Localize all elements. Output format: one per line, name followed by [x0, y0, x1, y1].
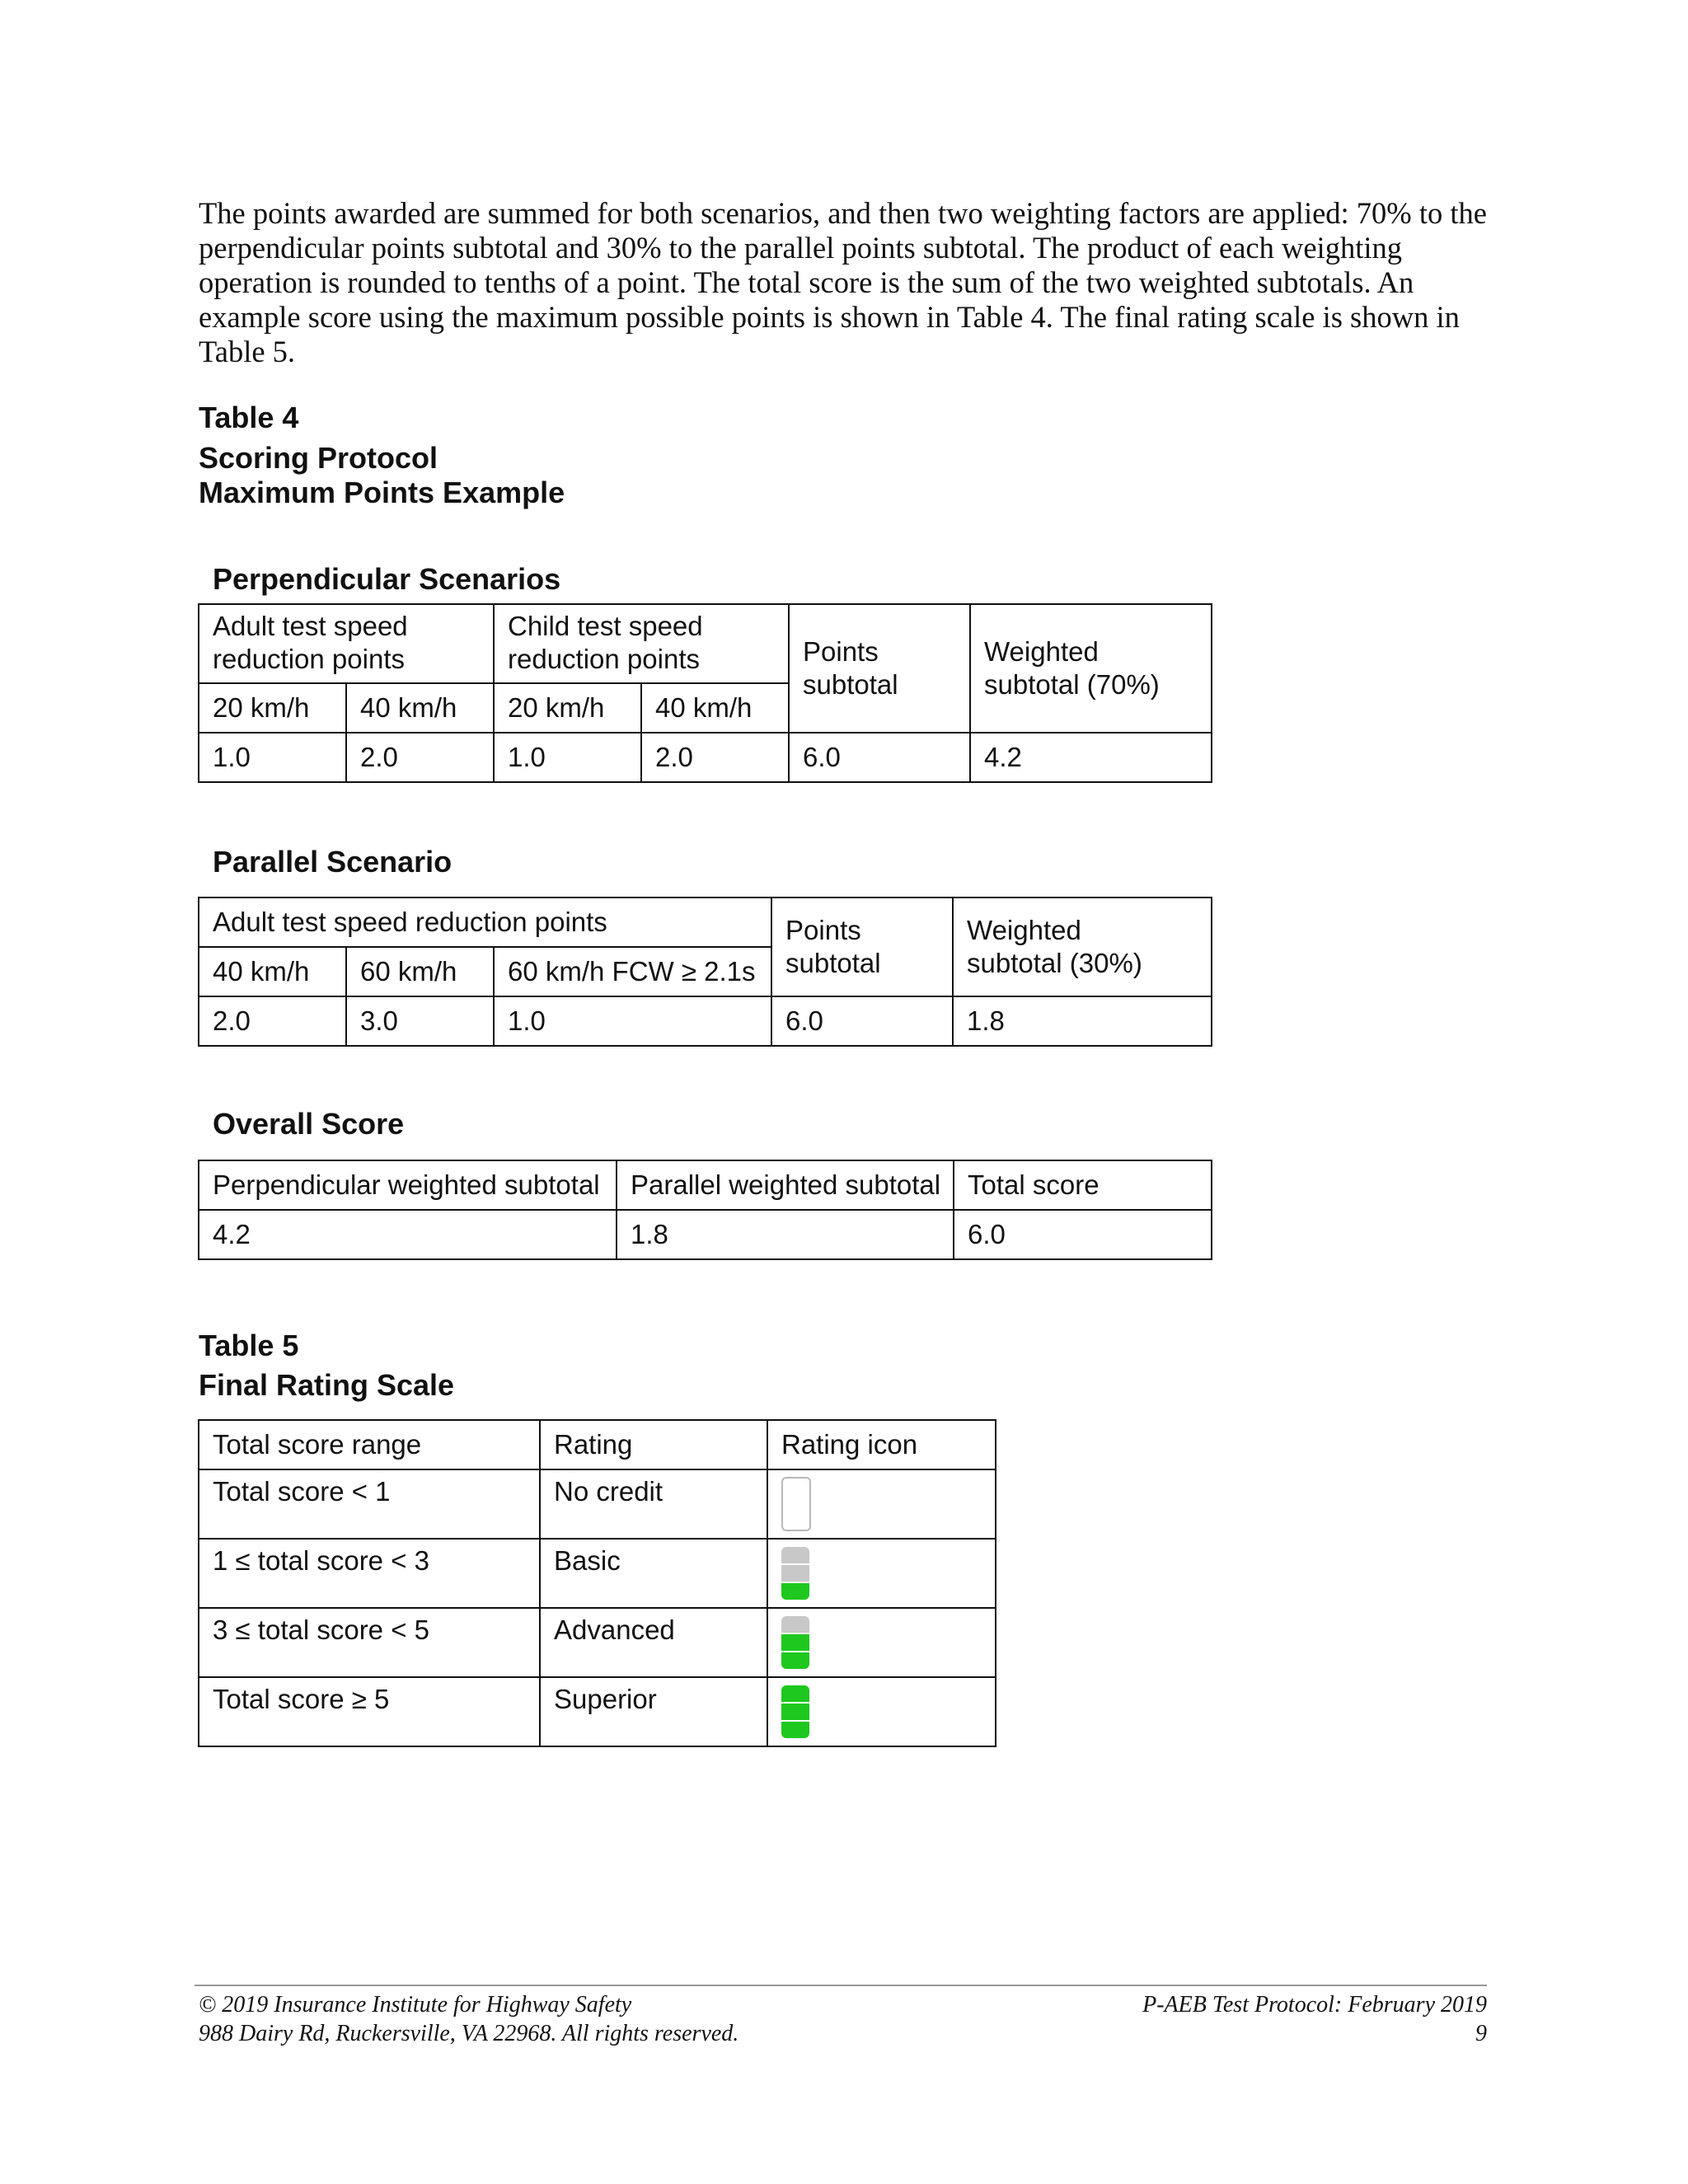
- footer-address: 988 Dairy Rd, Ruckersville, VA 22968. All rights reserved.: [199, 2021, 739, 2046]
- perp-value-cell: 6.0: [789, 733, 970, 782]
- overall-value-cell: 6.0: [954, 1210, 1212, 1259]
- overall-value-cell: 4.2: [199, 1210, 617, 1259]
- perp-col-weighted: Weighted subtotal (70%): [970, 604, 1212, 733]
- overall-table: [198, 1160, 1212, 1260]
- table5-label: Table 5: [199, 1329, 299, 1362]
- table4-title-line1: Scoring Protocol: [199, 441, 438, 475]
- par-speed-cell: 40 km/h: [199, 947, 346, 996]
- rating-icon-cell: [767, 1608, 996, 1677]
- rating-range-cell: Total score ≥ 5: [199, 1677, 540, 1746]
- table4-title-line2: Maximum Points Example: [199, 476, 565, 509]
- rating-superior-icon: [781, 1685, 809, 1738]
- perp-value-cell: 1.0: [494, 733, 641, 782]
- rating-range-cell: 1 ≤ total score < 3: [199, 1539, 540, 1608]
- par-col-points: Points subtotal: [771, 898, 953, 996]
- table4-label: Table 4: [199, 401, 299, 434]
- par-col-weighted: Weighted subtotal (30%): [953, 898, 1212, 996]
- rating-header-cell: Rating: [540, 1420, 767, 1469]
- rating-label-cell: Basic: [540, 1539, 767, 1608]
- rating-scale-table: [198, 1419, 996, 1747]
- perp-speed-cell: 40 km/h: [641, 683, 789, 733]
- intro-paragraph: The points awarded are summed for both scenarios, and then two weighting factors are applied: 70% to the perpendicular points subtotal and 30% to the parallel points subtotal. The product of each weighting operation is rounded to tenths of a point. The total score is the sum of the two weighted subtotals. An example score using the maximum possible points is shown in Table 4. The final rating scale is shown in Table 5.: [199, 196, 1487, 368]
- rating-label-cell: No credit: [540, 1469, 767, 1539]
- rating-empty-icon: [781, 1477, 811, 1531]
- rating-advanced-icon: [781, 1616, 809, 1669]
- par-value-cell: 1.8: [953, 996, 1212, 1046]
- perp-value-cell: 2.0: [641, 733, 789, 782]
- rating-row: [199, 1608, 996, 1677]
- rating-row: [199, 1539, 996, 1608]
- rating-icon-cell: [767, 1539, 996, 1608]
- footer-page-number: 9: [1475, 2021, 1487, 2046]
- rating-range-cell: 3 ≤ total score < 5: [199, 1608, 540, 1677]
- par-value-cell: 1.0: [494, 996, 771, 1046]
- overall-header-cell: Parallel weighted subtotal: [617, 1160, 954, 1210]
- par-value-cell: 6.0: [771, 996, 953, 1046]
- perpendicular-heading: Perpendicular Scenarios: [213, 562, 561, 596]
- rating-label-cell: Superior: [540, 1677, 767, 1746]
- footer-divider: [195, 1985, 1487, 1986]
- rating-range-cell: Total score < 1: [199, 1469, 540, 1539]
- overall-header-cell: Total score: [954, 1160, 1212, 1210]
- perp-value-cell: 4.2: [970, 733, 1212, 782]
- perp-col-points: Points subtotal: [789, 604, 970, 733]
- par-group-adult: Adult test speed reduction points: [199, 898, 771, 947]
- par-value-cell: 3.0: [346, 996, 494, 1046]
- footer-doc-title: P-AEB Test Protocol: February 2019: [1142, 1992, 1487, 2018]
- perpendicular-table: [198, 603, 1212, 783]
- par-value-cell: 2.0: [199, 996, 346, 1046]
- perp-group-adult: Adult test speed reduction points: [199, 604, 494, 683]
- perp-value-cell: 2.0: [346, 733, 494, 782]
- perp-speed-cell: 20 km/h: [199, 683, 346, 733]
- overall-value-cell: 1.8: [617, 1210, 954, 1259]
- perp-group-child: Child test speed reduction points: [494, 604, 789, 683]
- rating-header-cell: Total score range: [199, 1420, 540, 1469]
- rating-icon-cell: [767, 1677, 996, 1746]
- parallel-heading: Parallel Scenario: [213, 845, 452, 879]
- parallel-table: [198, 897, 1212, 1047]
- perp-speed-cell: 40 km/h: [346, 683, 494, 733]
- rating-icon-cell: [767, 1469, 996, 1539]
- rating-label-cell: Advanced: [540, 1608, 767, 1677]
- rating-row: [199, 1677, 996, 1746]
- overall-header-cell: Perpendicular weighted subtotal: [199, 1160, 617, 1210]
- par-speed-cell: 60 km/h FCW ≥ 2.1s: [494, 947, 771, 996]
- perp-value-cell: 1.0: [199, 733, 346, 782]
- rating-basic-icon: [781, 1547, 809, 1600]
- rating-header-cell: Rating icon: [767, 1420, 996, 1469]
- table5-title: Final Rating Scale: [199, 1368, 455, 1402]
- par-speed-cell: 60 km/h: [346, 947, 494, 996]
- footer-copyright: © 2019 Insurance Institute for Highway Safety: [199, 1992, 632, 2018]
- overall-heading: Overall Score: [213, 1107, 405, 1141]
- perp-speed-cell: 20 km/h: [494, 683, 641, 733]
- rating-row: [199, 1469, 996, 1539]
